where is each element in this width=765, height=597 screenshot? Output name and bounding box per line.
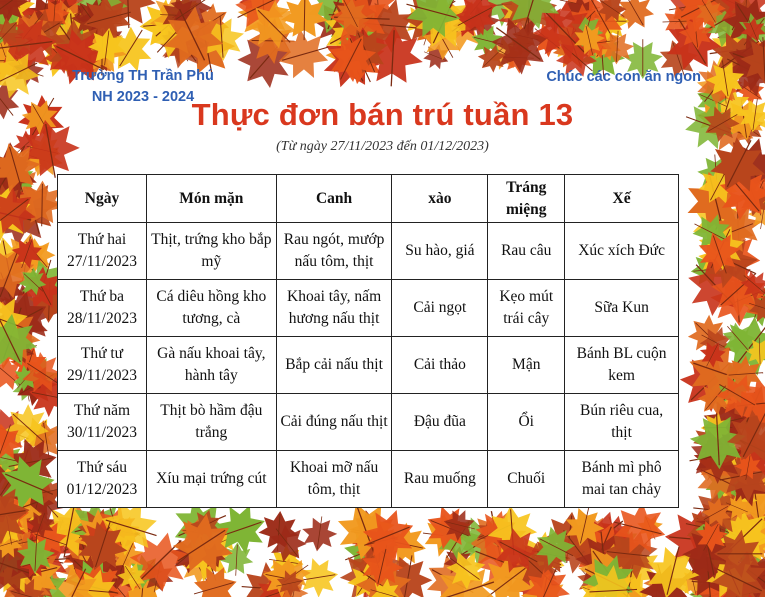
table-header-row	[58, 175, 679, 223]
header-soup: Canh	[276, 175, 392, 223]
greeting-text: Chúc các con ăn ngon	[546, 69, 701, 85]
snack-cell: Bún riêu cua, thịt	[565, 394, 679, 451]
soup-cell: Khoai tây, nấm hương nấu thịt	[276, 280, 392, 337]
main-dish-cell: Xíu mại trứng cút	[146, 451, 276, 508]
main-dish-cell: Thịt, trứng kho bắp mỹ	[146, 223, 276, 280]
day-cell	[58, 280, 147, 337]
dessert-cell: Mận	[488, 337, 565, 394]
dessert-cell: Rau câu	[488, 223, 565, 280]
table-row	[58, 223, 679, 280]
table-row	[58, 394, 679, 451]
day-name: Thứ ba	[79, 288, 125, 305]
main-dish-cell: Thịt bò hầm đậu trắng	[146, 394, 276, 451]
snack-cell: Bánh mì phô mai tan chảy	[565, 451, 679, 508]
snack-cell: Sữa Kun	[565, 280, 679, 337]
day-cell	[58, 223, 147, 280]
table-row	[58, 451, 679, 508]
table-row	[58, 337, 679, 394]
table-row	[58, 280, 679, 337]
day-cell	[58, 337, 147, 394]
soup-cell: Cải đúng nấu thịt	[276, 394, 392, 451]
snack-cell: Xúc xích Đức	[565, 223, 679, 280]
stir-fry-cell: Cải ngọt	[392, 280, 488, 337]
day-date: 01/12/2023	[66, 481, 138, 498]
day-name: Thứ hai	[77, 231, 127, 248]
soup-cell: Khoai mỡ nấu tôm, thịt	[276, 451, 392, 508]
day-name: Thứ năm	[73, 402, 131, 419]
soup-cell: Bắp cải nấu thịt	[276, 337, 392, 394]
snack-cell: Bánh BL cuộn kem	[565, 337, 679, 394]
day-name: Thứ sáu	[76, 459, 128, 476]
stir-fry-cell: Đậu đũa	[392, 394, 488, 451]
stir-fry-cell: Cải thảo	[392, 337, 488, 394]
dessert-cell: Kẹo mút trái cây	[488, 280, 565, 337]
header-snack: Xế	[565, 175, 679, 223]
main-dish-cell: Cá diêu hồng kho tương, cà	[146, 280, 276, 337]
day-date: 30/11/2023	[66, 424, 137, 441]
day-date: 27/11/2023	[66, 253, 137, 270]
day-name: Thứ tư	[80, 345, 124, 362]
school-name: Trường TH Trần Phú	[72, 68, 214, 84]
menu-table	[57, 174, 679, 508]
dessert-cell: Ổi	[488, 394, 565, 451]
date-range: (Từ ngày 27/11/2023 đến 01/12/2023)	[276, 139, 489, 154]
dessert-cell: Chuối	[488, 451, 565, 508]
leaf-vein	[304, 0, 305, 40]
day-date: 28/11/2023	[66, 310, 137, 327]
main-dish-cell: Gà nấu khoai tây, hành tây	[146, 337, 276, 394]
header-main-dish: Món mặn	[146, 175, 276, 223]
day-cell	[58, 394, 147, 451]
header-day: Ngày	[58, 175, 147, 223]
page-title: Thực đơn bán trú tuần 13	[191, 97, 574, 132]
day-date: 29/11/2023	[66, 367, 137, 384]
stir-fry-cell: Su hào, giá	[392, 223, 488, 280]
header-stir-fry: xào	[392, 175, 488, 223]
school-year: NH 2023 - 2024	[91, 89, 195, 105]
header-dessert: Tráng miệng	[488, 175, 565, 223]
day-cell	[58, 451, 147, 508]
soup-cell: Rau ngót, mướp nấu tôm, thịt	[276, 223, 392, 280]
stir-fry-cell: Rau muống	[392, 451, 488, 508]
